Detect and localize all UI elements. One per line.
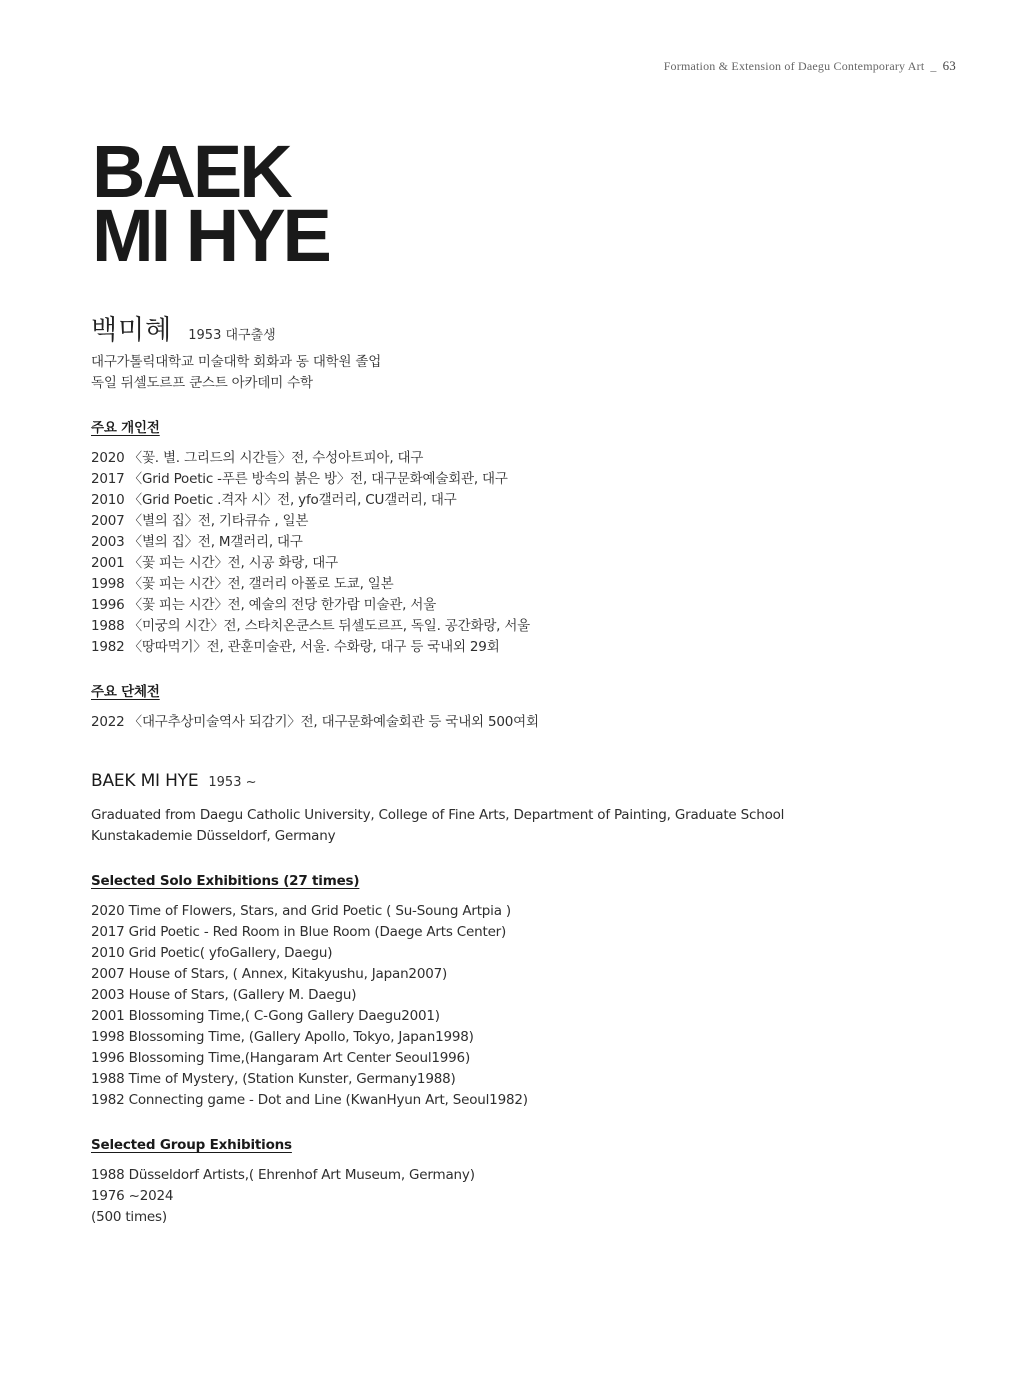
page-number: 63 [942, 58, 956, 73]
english-group-title: Selected Group Exhibitions [91, 1137, 292, 1153]
korean-solo-list [91, 448, 971, 658]
artist-name-line2: MI HYE [92, 194, 329, 277]
list-item: 2001 Blossoming Time,( C-Gong Gallery Daegu2001) [91, 1008, 440, 1024]
running-title: Formation & Extension of Daegu Contemporary Art [663, 59, 925, 73]
english-birth: 1953 ~ [208, 775, 257, 790]
list-item: 2007 House of Stars, ( Annex, Kitakyushu, Japan2007) [91, 966, 448, 982]
list-item: 1976 ~2024 [91, 1188, 174, 1204]
korean-education-line: 대구가톨릭대학교 미술대학 회화과 동 대학원 졸업 [91, 354, 382, 370]
list-item: 2003 〈별의 집〉전, M갤러리, 대구 [91, 534, 303, 550]
english-solo-list [91, 901, 971, 1111]
list-item: 2017 Grid Poetic - Red Room in Blue Room (Daege Arts Center) [91, 924, 507, 940]
list-item: 2001 〈꽃 피는 시간〉전, 시공 화랑, 대구 [91, 555, 338, 571]
list-item: 1998 〈꽃 피는 시간〉전, 갤러리 아폴로 도쿄, 일본 [91, 576, 394, 592]
list-item: 2003 House of Stars, (Gallery M. Daegu) [91, 987, 357, 1003]
list-item: 2020 Time of Flowers, Stars, and Grid Poetic ( Su-Soung Artpia ) [91, 903, 511, 919]
list-item: 1988 〈미궁의 시간〉전, 스타치온쿤스트 뒤셀도르프, 독일. 공간화랑, 서울 [91, 618, 531, 634]
korean-group-list [91, 712, 971, 733]
korean-name: 백미혜 [91, 315, 173, 346]
korean-solo-title: 주요 개인전 [91, 420, 160, 436]
english-education-line: Kunstakademie Düsseldorf, Germany [91, 828, 336, 844]
korean-birth: 1953 대구출생 [188, 328, 276, 343]
english-solo-title: Selected Solo Exhibitions (27 times) [91, 873, 360, 889]
list-item: 2022 〈대구추상미술역사 되감기〉전, 대구문화예술회관 등 국내외 500여회 [91, 714, 539, 730]
list-item: 1982 〈땅따먹기〉전, 관훈미술관, 서울. 수화랑, 대구 등 국내외 29회 [91, 639, 500, 655]
korean-group-title: 주요 단체전 [91, 684, 160, 700]
list-item: 2007 〈별의 집〉전, 기타큐슈 , 일본 [91, 513, 309, 529]
header-separator: _ [930, 59, 937, 73]
list-item: 2017 〈Grid Poetic -푸른 방속의 붉은 방〉전, 대구문화예술회관, 대구 [91, 471, 508, 487]
english-group-list [91, 1165, 971, 1228]
list-item: 1998 Blossoming Time, (Gallery Apollo, Tokyo, Japan1998) [91, 1029, 474, 1045]
list-item: 2010 Grid Poetic( yfoGallery, Daegu) [91, 945, 333, 961]
list-item: 1988 Düsseldorf Artists,( Ehrenhof Art Museum, Germany) [91, 1167, 475, 1183]
list-item: 2020 〈꽃. 별. 그리드의 시간들〉전, 수성아트피아, 대구 [91, 450, 424, 466]
artist-name-heading [92, 130, 329, 277]
list-item: 1982 Connecting game - Dot and Line (KwanHyun Art, Seoul1982) [91, 1092, 528, 1108]
korean-education-line: 독일 뒤셀도르프 쿤스트 아카데미 수학 [91, 375, 313, 391]
list-item: 1988 Time of Mystery, (Station Kunster, Germany1988) [91, 1071, 456, 1087]
korean-education [91, 352, 971, 394]
biography-body [91, 308, 971, 1228]
list-item: 1996 〈꽃 피는 시간〉전, 예술의 전당 한가람 미술관, 서울 [91, 597, 437, 613]
english-education-line: Graduated from Daegu Catholic University, College of Fine Arts, Department of Painting, Graduate School [91, 807, 785, 823]
running-header [664, 58, 956, 74]
list-item: 1996 Blossoming Time,(Hangaram Art Center Seoul1996) [91, 1050, 471, 1066]
english-education [91, 805, 971, 847]
english-name-row [91, 771, 971, 799]
english-name: BAEK MI HYE [91, 771, 199, 791]
list-item: 2010 〈Grid Poetic .격자 시〉전, yfo갤러리, CU갤러리, 대구 [91, 492, 457, 508]
korean-name-row [91, 308, 971, 344]
artist-name-line1: BAEK [92, 130, 290, 213]
list-item: (500 times) [91, 1209, 167, 1225]
